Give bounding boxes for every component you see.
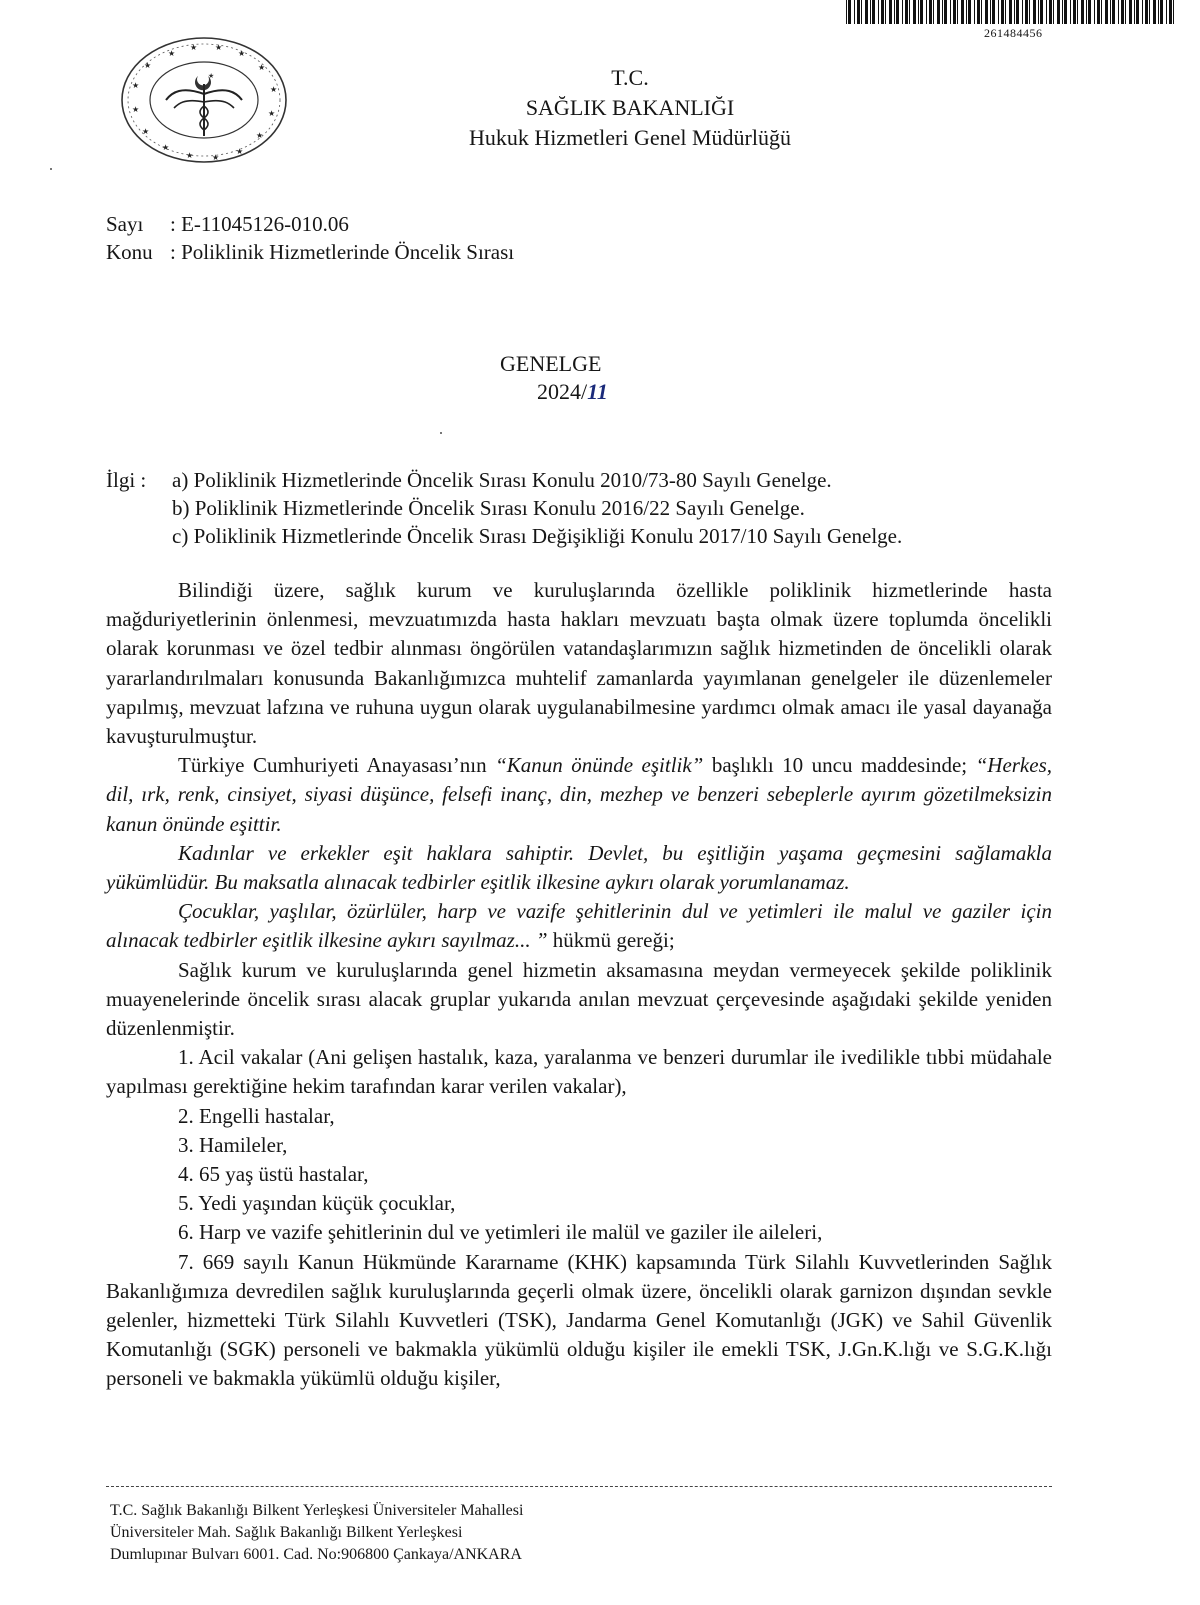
scan-speck xyxy=(440,432,442,434)
list-item-6: 6. Harp ve vazife şehitlerinin dul ve yetimleri ile malül ve gaziler ile aileleri, xyxy=(178,1220,823,1245)
svg-text:★: ★ xyxy=(190,43,198,52)
genelge-year: 2024/ xyxy=(537,379,588,404)
ilgi-item-c: c) Poliklinik Hizmetlerinde Öncelik Sırası Değişikliği Konulu 2017/10 Sayılı Genelge. xyxy=(172,524,903,548)
document-body xyxy=(106,576,1052,1394)
p2-text-c: başlıklı 10 uncu maddesinde; xyxy=(703,753,976,778)
header-ministry: SAĞLIK BAKANLIĞI xyxy=(525,95,735,120)
svg-text:★: ★ xyxy=(132,81,140,90)
p4-quote: Çocuklar, yaşlılar, özürlüler, harp ve vazife şehitlerinin dul ve yetimleri ile malul ve gaziler için alınacak tedbirler eşitlik ilkesine aykırı sayılmaz... ” xyxy=(106,899,1052,953)
paragraph-3: Kadınlar ve erkekler eşit haklara sahiptir. Devlet, bu eşitliğin yaşama geçmesini sağlamakla yükümlüdür. Bu maksatla alınacak tedbirler eşitlik ilkesine aykırı olarak yorumlanamaz. xyxy=(106,840,1052,895)
svg-text:★: ★ xyxy=(186,151,194,160)
p4-text: hükmü gereği; xyxy=(547,928,675,953)
svg-text:★: ★ xyxy=(258,63,266,72)
genelge-title: GENELGE xyxy=(500,351,602,376)
genelge-number xyxy=(537,378,608,406)
paragraph-2 xyxy=(106,751,1052,839)
svg-text:★: ★ xyxy=(236,147,244,156)
genelge-handwritten-number: 11 xyxy=(587,379,608,404)
svg-text:★: ★ xyxy=(132,105,140,114)
svg-text:★: ★ xyxy=(168,49,176,58)
svg-text:★: ★ xyxy=(162,143,170,152)
sayi-line xyxy=(106,210,349,238)
p2-quote-title: “Kanun önünde eşitlik” xyxy=(495,753,704,778)
barcode-number: 261484456 xyxy=(984,26,1043,40)
svg-text:★: ★ xyxy=(208,72,215,80)
header-directorate: Hukuk Hizmetleri Genel Müdürlüğü xyxy=(469,125,791,150)
konu-label: Konu xyxy=(106,240,153,264)
paragraph-5: Sağlık kurum ve kuruluşlarında genel hizmetin aksamasına meydan vermeyecek şekilde poliklinik muayenelerinde öncelik sırası alacak gruplar yukarıda anılan mevzuat çerçevesinde aşağıdaki şekilde yeniden düzenlenmiştir. xyxy=(106,957,1052,1041)
svg-text:★: ★ xyxy=(268,109,276,118)
svg-text:★: ★ xyxy=(212,153,220,162)
konu-line xyxy=(106,238,514,266)
svg-text:★: ★ xyxy=(144,61,152,70)
sayi-value: : E-11045126-010.06 xyxy=(170,212,349,236)
list-item-2: 2. Engelli hastalar, xyxy=(178,1103,335,1128)
list-item-1: 1. Acil vakalar (Ani gelişen hastalık, kaza, yaralanma ve benzeri durumlar ile ivedilikle tıbbi müdahale yapılması gerektiğine hekim tarafından karar verilen vakalar), xyxy=(106,1045,1052,1099)
p2-quote-body: “Herkes, dil, ırk, renk, cinsiyet, siyasi düşünce, felsefi inanç, din, mezhep ve benzeri sebeplerle ayırım gözetilmeksizin kanun önünde eşittir. xyxy=(106,753,1052,836)
konu-value: : Poliklinik Hizmetlerinde Öncelik Sırası xyxy=(170,240,515,264)
list-item-4: 4. 65 yaş üstü hastalar, xyxy=(178,1162,369,1187)
svg-text:★: ★ xyxy=(256,131,264,140)
sayi-label: Sayı xyxy=(106,212,144,236)
list-item-5: 5. Yedi yaşından küçük çocuklar, xyxy=(178,1191,456,1216)
svg-text:★: ★ xyxy=(215,43,223,52)
svg-text:★: ★ xyxy=(270,85,278,94)
footer-address-line-1: T.C. Sağlık Bakanlığı Bilkent Yerleşkesi Üniversiteler Mahallesi xyxy=(110,1502,524,1519)
p2-text-a: Türkiye Cumhuriyeti Anayasası’nın xyxy=(178,753,496,778)
list-item-7: 7. 669 sayılı Kanun Hükmünde Kararname (KHK) kapsamında Türk Silahlı Kuvvetlerinden Sağlık Bakanlığımıza devredilen sağlık kuruluşlarında geçerli olmak üzere, öncelikli olarak garnizon dışından sevkle gelenler, hizmetteki Türk Silahlı Kuvvetleri (TSK), Jandarma Genel Komutanlığı (JGK) ve Sahil Güvenlik Komutanlığı (SGK) personeli ve bakmakla yükümlü olduğu kişiler ile emekli TSK, J.Gn.K.lığı ve S.G.K.lığı personeli ve bakmakla yükümlü olduğu kişiler, xyxy=(106,1249,1052,1391)
list-item-3: 3. Hamileler, xyxy=(178,1132,288,1157)
ilgi-item-b: b) Poliklinik Hizmetlerinde Öncelik Sırası Konulu 2016/22 Sayılı Genelge. xyxy=(172,496,805,520)
header-tc: T.C. xyxy=(611,65,649,90)
svg-text:★: ★ xyxy=(238,49,246,58)
ilgi-label: İlgi : xyxy=(106,468,147,492)
paragraph-1: Bilindiği üzere, sağlık kurum ve kuruluşlarında özellikle poliklinik hizmetlerinde hasta mağduriyetlerinin önlenmesi, mevzuatımızda hasta hakları mevzuatı başta olmak üzere toplumda öncelikli olarak korunması ve özel tedbir alınması öngörülen vatandaşlarımızın sağlık hizmetinden de öncelikli olarak yararlandırılmaları konusunda Bakanlığımızca muhtelif zamanlarda yayımlanan genelgeler ile düzenlemeler yapılmış, mevzuat lafzına ve ruhuna uygun olarak uygulanabilmesine yardımcı olmak amacı ile yasal dayanağa kavuşturulmuştur. xyxy=(106,578,1052,749)
barcode xyxy=(846,0,1178,46)
ilgi-item-a: a) Poliklinik Hizmetlerinde Öncelik Sırası Konulu 2010/73-80 Sayılı Genelge. xyxy=(172,468,832,492)
barcode-bars xyxy=(846,0,1178,24)
scan-speck xyxy=(50,168,52,170)
footer-address-line-2: Üniversiteler Mah. Sağlık Bakanlığı Bilkent Yerleşkesi xyxy=(110,1524,463,1541)
paragraph-4 xyxy=(106,897,1052,955)
footer-divider xyxy=(106,1486,1052,1487)
footer-address-line-3: Dumlupınar Bulvarı 6001. Cad. No:906800 Çankaya/ANKARA xyxy=(110,1546,522,1563)
svg-text:★: ★ xyxy=(142,127,150,136)
